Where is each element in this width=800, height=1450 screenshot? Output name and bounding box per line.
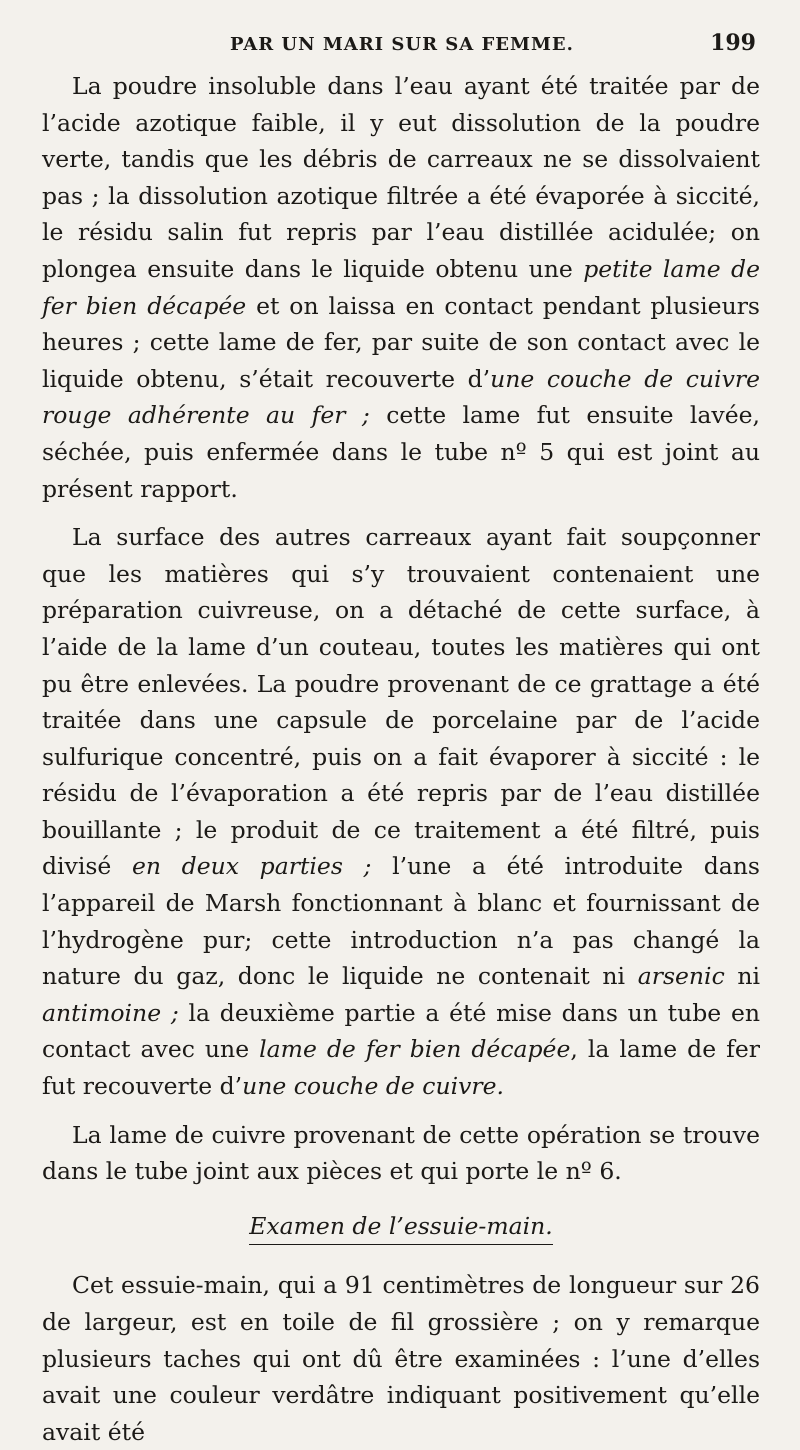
italic-run: une couche de cuivre. bbox=[242, 1072, 504, 1101]
paragraph-3 bbox=[42, 1117, 760, 1190]
italic-run: en deux parties ; bbox=[131, 852, 372, 881]
paragraph-1 bbox=[42, 68, 760, 507]
italic-run: lame de fer bien décapée bbox=[259, 1035, 571, 1064]
section-title-text: Examen de l’essuie-main. bbox=[249, 1208, 553, 1246]
page-number: 199 bbox=[710, 30, 756, 56]
italic-run: petite lame de fer bien décapée bbox=[42, 254, 760, 320]
text-run: la deuxième partie a été mise dans un tube en contact avec une bbox=[42, 998, 760, 1064]
running-title: PAR UN MARI SUR SA FEMME. bbox=[230, 34, 574, 55]
italic-run: antimoine ; bbox=[42, 998, 179, 1027]
page-header bbox=[42, 30, 760, 68]
italic-run: une couche de cuivre rouge adhérente au fer ; bbox=[42, 364, 760, 430]
text-run: , la lame de fer fut recouverte d’ bbox=[42, 1035, 760, 1101]
text-run: La lame de cuivre provenant de cette opération se trouve dans le tube joint aux pièces et qui porte le nº 6. bbox=[42, 1120, 760, 1186]
paragraph-4 bbox=[42, 1267, 760, 1450]
text-run: Cet essuie-main, qui a 91 centimètres de longueur sur 26 de largeur, est en toile de fil grossière ; on y remarque plusieurs taches qui ont dû être examinées : l’une d’elles avait une couleur verdâtre indiquant positivement qu’elle avait été bbox=[42, 1271, 760, 1446]
italic-run: arsenic bbox=[637, 962, 725, 991]
section-title bbox=[42, 1208, 760, 1246]
text-run: cette lame fut ensuite lavée, séchée, puis enfermée dans le tube nº 5 qui est joint au présent rapport. bbox=[42, 401, 760, 503]
text-run: ni bbox=[724, 962, 761, 991]
text-run: l’une a été introduite dans l’appareil de Marsh fonctionnant à blanc et fournissant de l’hydrogène pur; cette introduction n’a pas changé la nature du gaz, donc le liquide ne contenait ni bbox=[42, 852, 760, 991]
paragraph-2 bbox=[42, 519, 760, 1105]
text-run: La poudre insoluble dans l’eau ayant été traitée par de l’acide azotique faible, il y eut dissolution de la poudre verte, tandis que les débris de carreaux ne se dissolvaient pas ; la dissolution azotique filtrée a été évaporée à siccité, le résidu salin fut repris par l’eau distillée acidulée; on plongea ensuite dans le liquide obtenu une bbox=[42, 72, 760, 283]
text-run: et on laissa en contact pendant plusieurs heures ; cette lame de fer, par suite de son contact avec le liquide obtenu, s’était recouverte d’ bbox=[42, 291, 760, 393]
text-run: La surface des autres carreaux ayant fait soupçonner que les matières qui s’y trouvaient contenaient une préparation cuivreuse, on a détaché de cette surface, à l’aide de la lame d’un couteau, toutes les matières qui ont pu être enlevées. La poudre provenant de ce grattage a été traitée dans une capsule de porcelaine par de l’acide sulfurique concentré, puis on a fait évaporer à siccité : le résidu de l’évaporation a été repris par de l’eau distillée bouillante ; le produit de ce traitement a été filtré, puis divisé bbox=[42, 523, 760, 881]
body-text bbox=[42, 68, 760, 1450]
